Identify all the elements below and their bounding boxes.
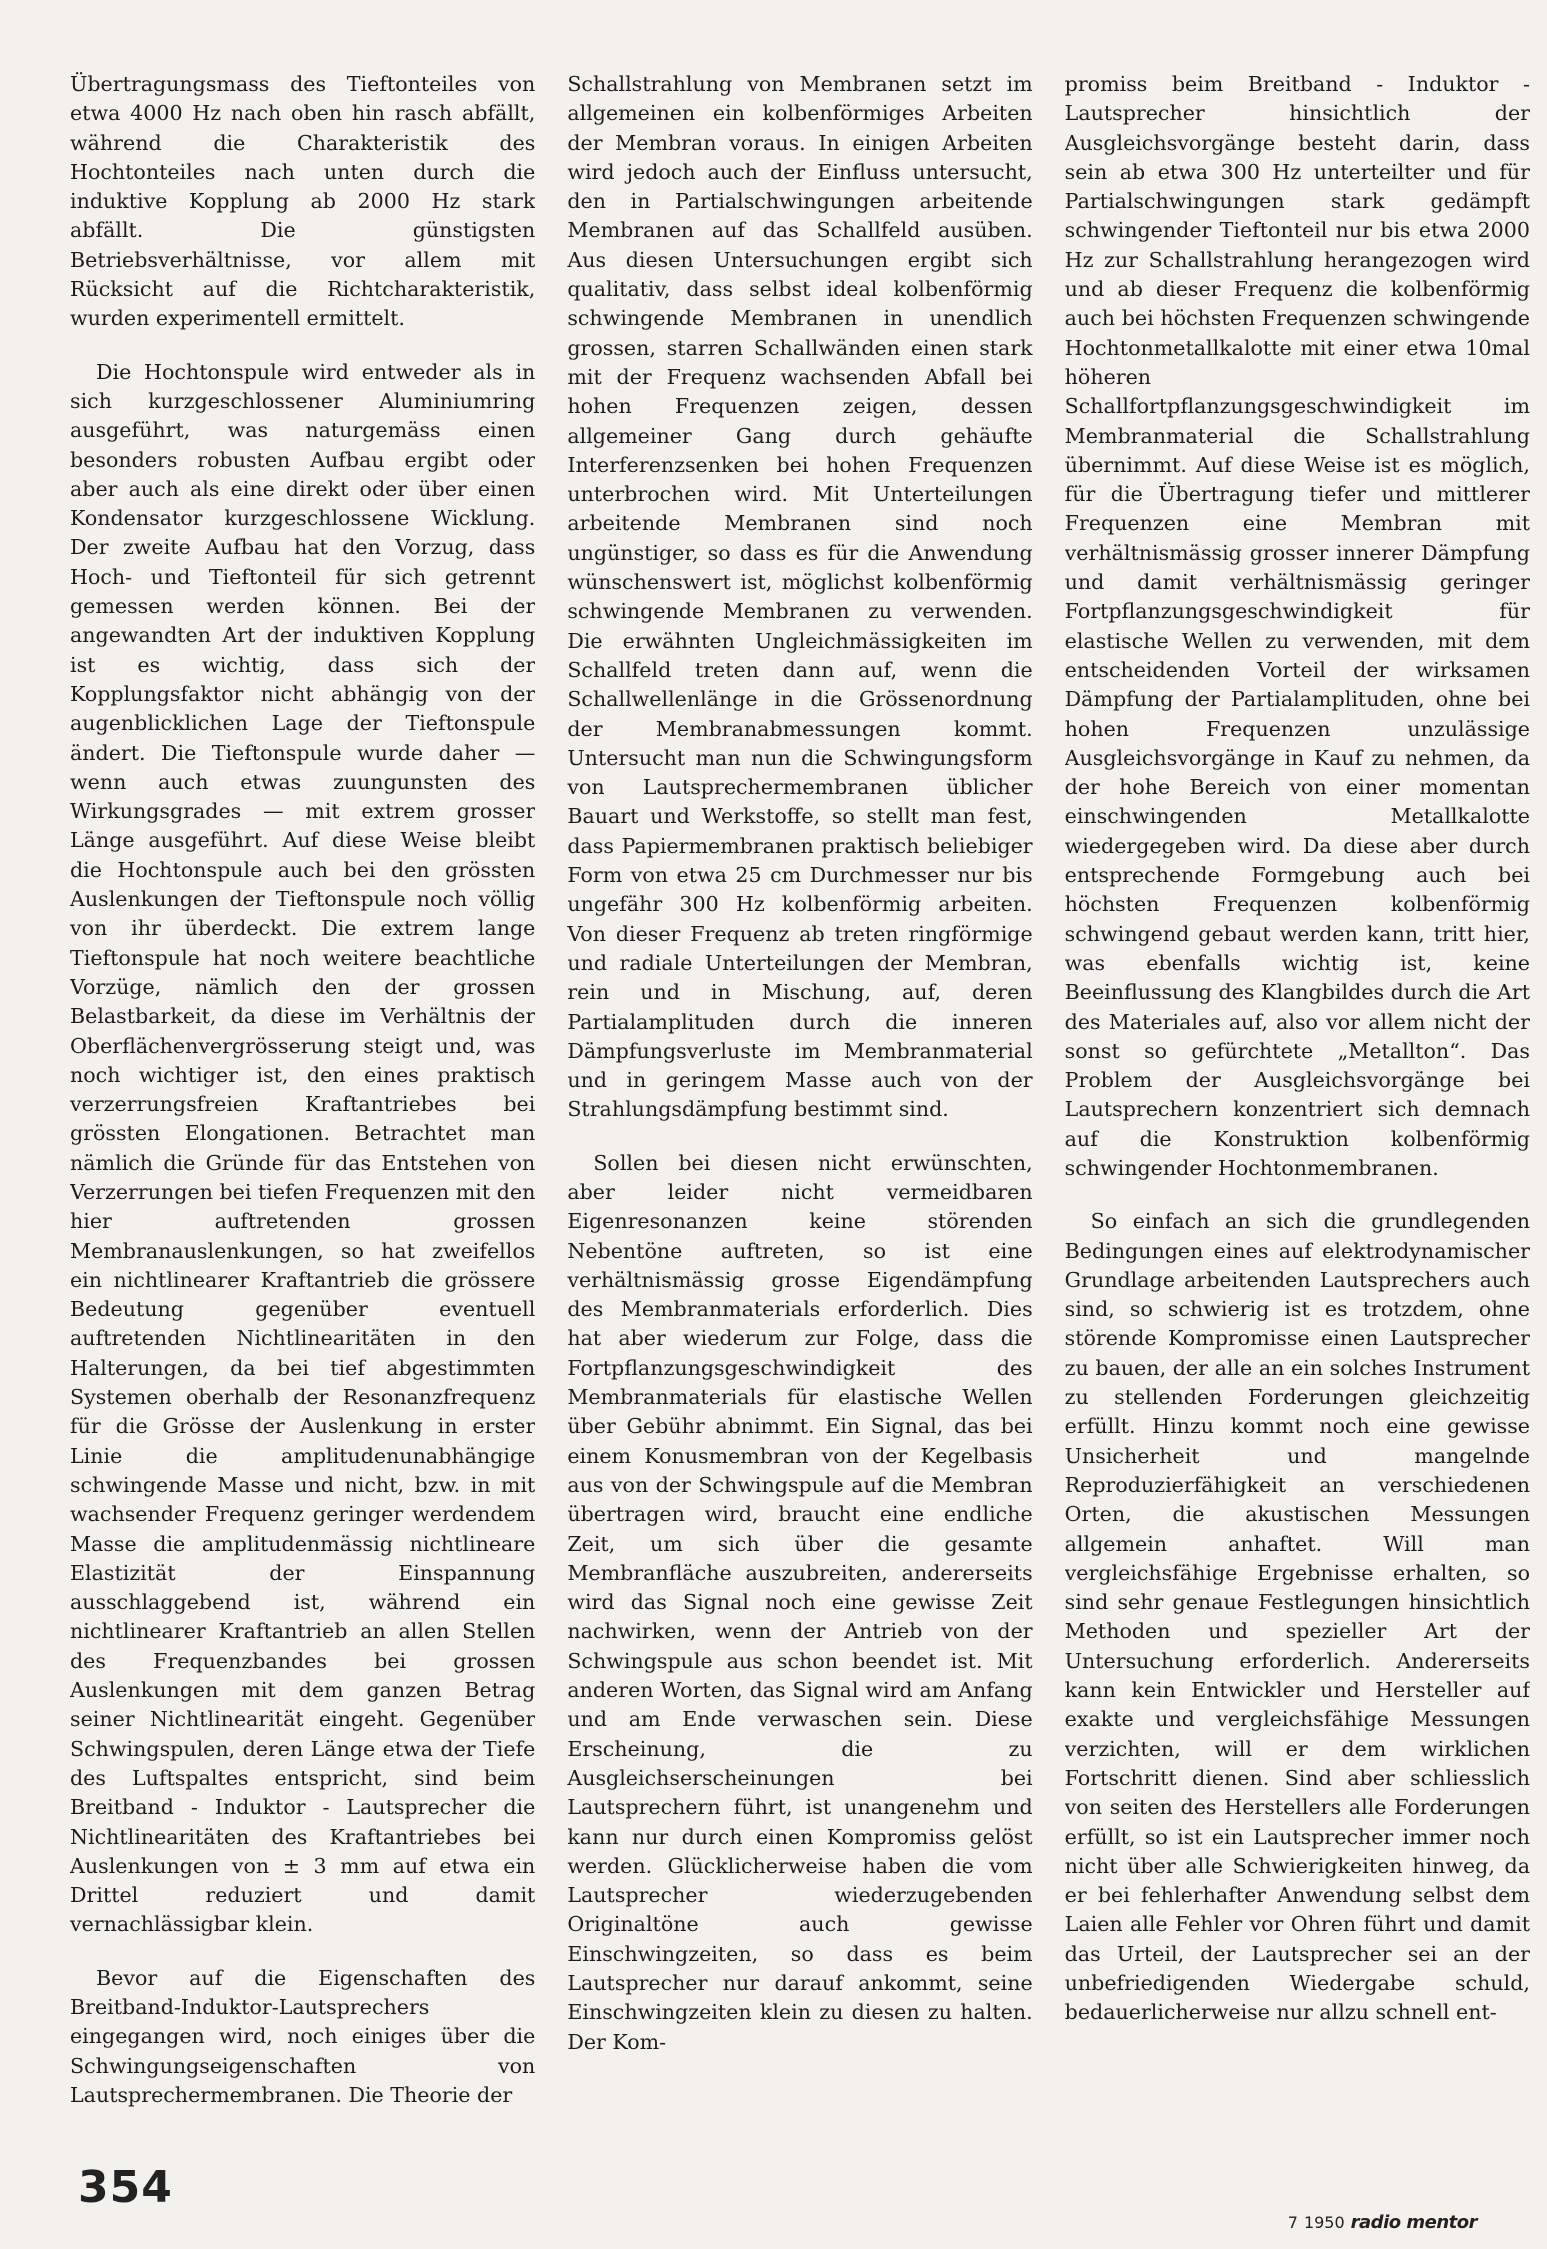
issue-number: 7 [1287,2213,1298,2232]
issue-footer [1288,2212,1477,2233]
page-number: 354 [78,2162,173,2213]
paragraph: So einfach an sich die grundlegenden Bedingungen eines auf elektrodynamischer Grundlage arbeitenden Lautsprechers auch sind, so schwierig ist es trotzdem, ohne störende Kompromisse einen Lautsprecher zu bauen, der alle an ein solches Instrument zu stellenden Forderungen gleichzeitig erfüllt. Hinzu kommt noch eine gewisse Unsicherheit und mangelnde Reproduzierfähigkeit an verschiedenen Orten, die akustischen Messungen allgemein anhaftet. Will man vergleichsfähige Ergebnisse erhalten, so sind sehr genaue Festlegungen hinsichtlich Methoden und spezieller Art der Untersuchung erforderlich. Andererseits kann kein Entwickler und Hersteller auf exakte und vergleichsfähige Messungen verzichten, will er dem wirklichen Fortschritt dienen. Sind aber schliesslich von seiten des Herstellers alle Forderungen erfüllt, so ist ein Lautsprecher immer noch nicht über alle Schwierigkeiten hinweg, da er bei fehlerhafter Anwendung selbst dem Laien alle Fehler vor Ohren führt und damit das Urteil, der Lautsprecher sei an der unbefriedigenden Wiedergabe schuld, bedauerlicherweise nur allzu schnell ent- [1064,1209,1530,2025]
column-3 [1065,70,1530,2150]
column-2 [567,70,1032,2150]
issue-year: 1950 [1303,2213,1345,2232]
paragraph: Übertragungsmass des Tieftonteiles von etwa 4000 Hz nach oben hin rasch abfällt, während die Charakteristik des Hochtonteiles nach unten durch die induktive Kopplung ab 2000 Hz stark abfällt. Die günstigsten Betriebsverhältnisse, vor allem mit Rücksicht auf die Richtcharakteristik, wurden experimentell ermittelt. [70,72,536,331]
paragraph: Bevor auf die Eigenschaften des Breitband-Induktor-Lautsprechers eingegangen wird, noch einiges über die Schwingungseigenschaften von Lautsprechermembranen. Die Theorie der [70,1965,536,2107]
paragraph: Sollen bei diesen nicht erwünschten, aber leider nicht vermeidbaren Eigenresonanzen keine störenden Nebentöne auftreten, so ist eine verhältnismässig grosse Eigendämpfung des Membranmaterials erforderlich. Dies hat aber wiederum zur Folge, dass die Fortpflanzungsgeschwindigkeit des Membranmaterials für elastische Wellen über Gebühr abnimmt. Ein Signal, das bei einem Konusmembran von der Kegelbasis aus von der Schwingspule auf die Membran übertragen wird, braucht eine endliche Zeit, um sich über die gesamte Membranfläche auszubreiten, andererseits wird das Signal noch eine gewisse Zeit nachwirken, wenn der Antrieb von der Schwingspule aus schon beendet ist. Mit anderen Worten, das Signal wird am Anfang und am Ende verwaschen sein. Diese Erscheinung, die zu Ausgleichserscheinungen bei Lautsprechern führt, ist unangenehm und kann nur durch einen Kompromiss gelöst werden. Glücklicherweise haben die vom Lautsprecher wiederzugebenden Originaltöne auch gewisse Einschwingzeiten, so dass es beim Lautsprecher nur darauf ankommt, seine Einschwingzeiten klein zu diesen zu halten. Der Kom- [567,1150,1033,2054]
text-columns [70,70,1530,2150]
magazine-logo: radio mentor [1350,2212,1477,2233]
paragraph: Schallstrahlung von Membranen setzt im allgemeinen ein kolbenförmiges Arbeiten der Membran voraus. In einigen Arbeiten wird jedoch auch der Einfluss untersucht, den in Partialschwingungen arbeitende Membranen auf das Schallfeld ausüben. Aus diesen Untersuchungen ergibt sich qualitativ, dass selbst ideal kolbenförmig schwingende Membranen in unendlich grossen, starren Schallwänden einen stark mit der Frequenz wachsenden Abfall bei hohen Frequenzen zeigen, dessen allgemeiner Gang durch gehäufte Interferenzsenken bei hohen Frequenzen unterbrochen wird. Mit Unterteilungen arbeitende Membranen sind noch ungünstiger, so dass es für die Anwendung wünschenswert ist, möglichst kolbenförmig schwingende Membranen zu verwenden. Die erwähnten Ungleichmässigkeiten im Schallfeld treten dann auf, wenn die Schallwellenlänge in die Grössenordnung der Membranabmessungen kommt. Untersucht man nun die Schwingungsform von Lautsprechermembranen üblicher Bauart und Werkstoffe, so stellt man fest, dass Papiermembranen praktisch beliebiger Form von etwa 25 cm Durchmesser nur bis ungefähr 300 Hz kolbenförmig arbeiten. Von dieser Frequenz ab treten ringförmige und radiale Unterteilungen der Membran, rein und in Mischung, auf, deren Partialamplituden durch die inneren Dämpfungsverluste im Membranmaterial und in geringem Masse auch von der Strahlungsdämpfung bestimmt sind. [567,72,1033,1122]
paragraph: Die Hochtonspule wird entweder als in sich kurzgeschlossener Aluminiumring ausgeführt, was naturgemäss einen besonders robusten Aufbau ergibt oder aber auch als eine direkt oder über einen Kondensator kurzgeschlossene Wicklung. Der zweite Aufbau hat den Vorzug, dass Hoch- und Tieftonteil für sich getrennt gemessen werden können. Bei der angewandten Art der induktiven Kopplung ist es wichtig, dass sich der Kopplungsfaktor nicht abhängig von der augenblicklichen Lage der Tieftonspule ändert. Die Tieftonspule wurde daher — wenn auch etwas zuungunsten des Wirkungsgrades — mit extrem grosser Länge ausgeführt. Auf diese Weise bleibt die Hochtonspule auch bei den grössten Auslenkungen der Tieftonspule noch völlig von ihr überdeckt. Die extrem lange Tieftonspule hat noch weitere beachtliche Vorzüge, nämlich den der grossen Belastbarkeit, da diese im Verhältnis der Oberflächenvergrösserung steigt und, was noch wichtiger ist, den eines praktisch verzerrungsfreien Kraftantriebes bei grössten Elongationen. Betrachtet man nämlich die Gründe für das Entstehen von Verzerrungen bei tiefen Frequenzen mit den hier auftretenden grossen Membranauslenkungen, so hat zweifellos ein nichtlinearer Kraftantrieb die grössere Bedeutung gegenüber eventuell auftretenden Nichtlinearitäten in den Halterungen, da bei tief abgestimmten Systemen oberhalb der Resonanzfrequenz für die Grösse der Auslenkung in erster Linie die amplitudenunabhängige schwingende Masse und nicht, bzw. in mit wachsender Frequenz geringer werdendem Masse die amplitudenmässig nichtlineare Elastizität der Einspannung ausschlaggebend ist, während ein nichtlinearer Kraftantrieb an allen Stellen des Frequenzbandes bei grossen Auslenkungen mit dem ganzen Betrag seiner Nichtlinearität eingeht. Gegenüber Schwingspulen, deren Länge etwa der Tiefe des Luftspaltes entspricht, sind beim Breitband - Induktor - Lautsprecher die Nichtlinearitäten des Kraftantriebes bei Auslenkungen von ± 3 mm auf etwa ein Drittel reduziert und damit vernachlässigbar klein. [70,359,536,1937]
paragraph: promiss beim Breitband - Induktor - Lautsprecher hinsichtlich der Ausgleichsvorgänge besteht darin, dass sein ab etwa 300 Hz unterteilter und für Partialschwingungen stark gedämpft schwingender Tieftonteil nur bis etwa 2000 Hz zur Schallstrahlung herangezogen wird und ab dieser Frequenz die kolbenförmig auch bei höchsten Frequenzen schwingende Hochtonmetallkalotte mit einer etwa 10mal höheren Schallfortpflanzungsgeschwindigkeit im Membranmaterial die Schallstrahlung übernimmt. Auf diese Weise ist es möglich, für die Übertragung tiefer und mittlerer Frequenzen eine Membran mit verhältnismässig grosser innerer Dämpfung und damit verhältnismässig geringer Fortpflanzungsgeschwindigkeit für elastische Wellen zu verwenden, mit dem entscheidenden Vorteil der wirksamen Dämpfung der Partialamplituden, ohne bei hohen Frequenzen unzulässige Ausgleichsvorgänge in Kauf zu nehmen, da der hohe Bereich von einer momentan einschwingenden Metallkalotte wiedergegeben wird. Da diese aber durch entsprechende Formgebung auch bei höchsten Frequenzen kolbenförmig schwingend gebaut werden kann, tritt hier, was ebenfalls wichtig ist, keine Beeinflussung des Klangbildes durch die Art des Materiales auf, also vor allem nicht der sonst so gefürchtete „Metallton“. Das Problem der Ausgleichsvorgänge bei Lautsprechern konzentriert sich demnach auf die Konstruktion kolbenförmig schwingender Hochtonmembranen. [1064,72,1530,1180]
column-1 [70,70,535,2150]
